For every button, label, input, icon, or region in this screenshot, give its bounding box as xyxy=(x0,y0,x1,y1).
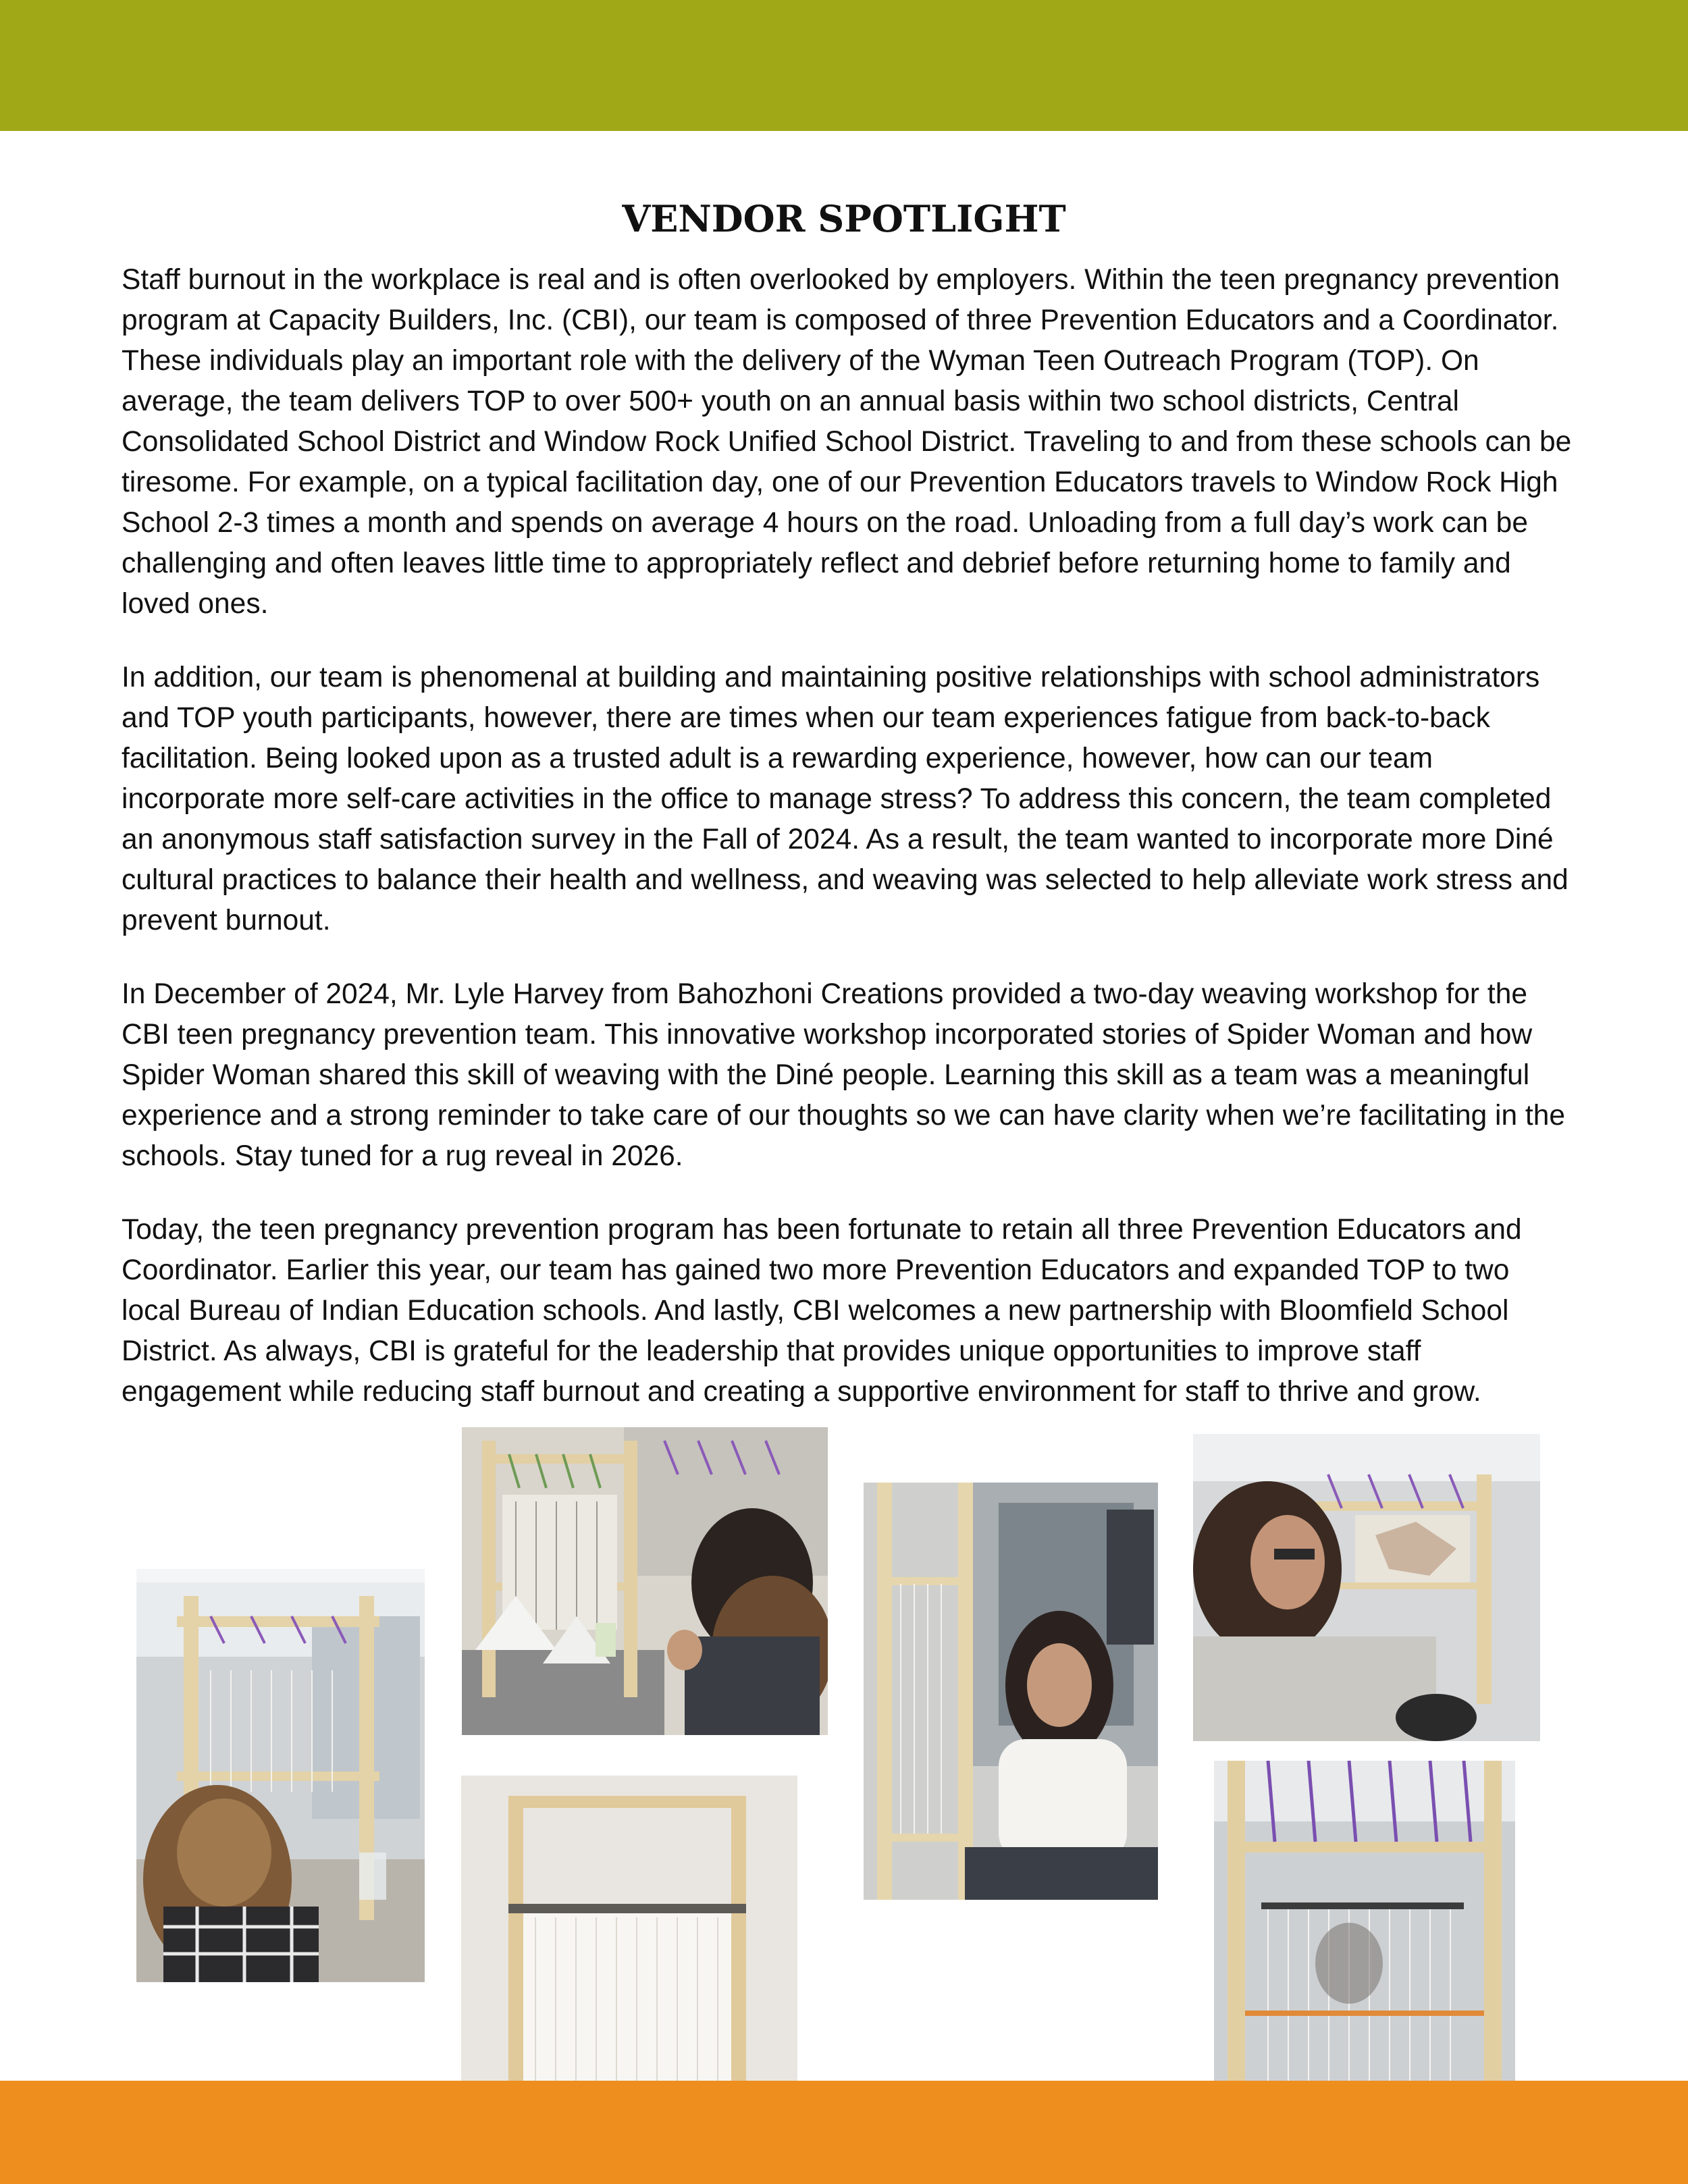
paragraph-4: Today, the teen pregnancy prevention program has been fortunate to retain all three Prevention Educators and Coordinator. Earlier this year, our team has gained two more Prevention Educators and expanded TOP to two local Bureau of Indian Education schools. And lastly, CBI welcomes a new partnership with Bloomfield School District. As always, CBI is grateful for the leadership that provides unique opportunities to improve staff engagement while reducing staff burnout and creating a supportive environment for staff to thrive and grow. xyxy=(122,1214,1522,1408)
page-title: VENDOR SPOTLIGHT xyxy=(622,197,1066,240)
paragraph-2: In addition, our team is phenomenal at building and maintaining positive relationships with school administrators and TOP youth participants, however, there are times when our team experiences fatigue from back-to-back facilitation. Being looked upon as a trusted adult is a rewarding experience, however, how can our team incorporate more self-care activities in the office to manage stress? To address this concern, the team completed an anonymous staff satisfaction survey in the Fall of 2024. As a result, the team wanted to incorporate more Diné cultural practices to balance their health and wellness, and weaving was selected to help alleviate work stress and prevent burnout. xyxy=(122,662,1568,936)
paragraph-1: Staff burnout in the workplace is real and is often overlooked by employers. Within the teen pregnancy prevention program at Capacity Builders, Inc. (CBI), our team is composed of three Prevention Educators and a Coordinator. These individuals play an important role with the delivery of the Wyman Teen Outreach Program (TOP). On average, the team delivers TOP to over 500+ youth on an annual basis within two school districts, Central Consolidated School District and Window Rock Unified School District. Traveling to and from these schools can be tiresome. For example, on a typical facilitation day, one of our Prevention Educators travels to Window Rock High School 2-3 times a month and spends on average 4 hours on the road. Unloading from a full day’s work can be challenging and often leaves little time to appropriately reflect and debrief before returning home to family and loved ones. xyxy=(122,264,1572,620)
photo-weaver-with-glasses xyxy=(1193,1434,1540,1741)
paragraph-3: In December of 2024, Mr. Lyle Harvey from Bahozhoni Creations provided a two-day weaving workshop for the CBI teen pregnancy prevention team. This innovative workshop incorporated stories of Spider Woman and how Spider Woman shared this skill of weaving with the Diné people. Learning this skill as a team was a meaningful experience and a strong reminder to take care of our thoughts so we can have clarity when we’re facilitating in the schools. Stay tuned for a rug reveal in 2026. xyxy=(122,978,1565,1172)
photo-weaver-back-view xyxy=(136,1569,425,1982)
photo-weaver-seated xyxy=(864,1483,1158,1900)
article-body xyxy=(122,260,1573,1445)
footer-color-band xyxy=(0,2081,1688,2184)
photo-weaver-at-loom xyxy=(462,1427,828,1735)
header-color-band xyxy=(0,0,1688,131)
